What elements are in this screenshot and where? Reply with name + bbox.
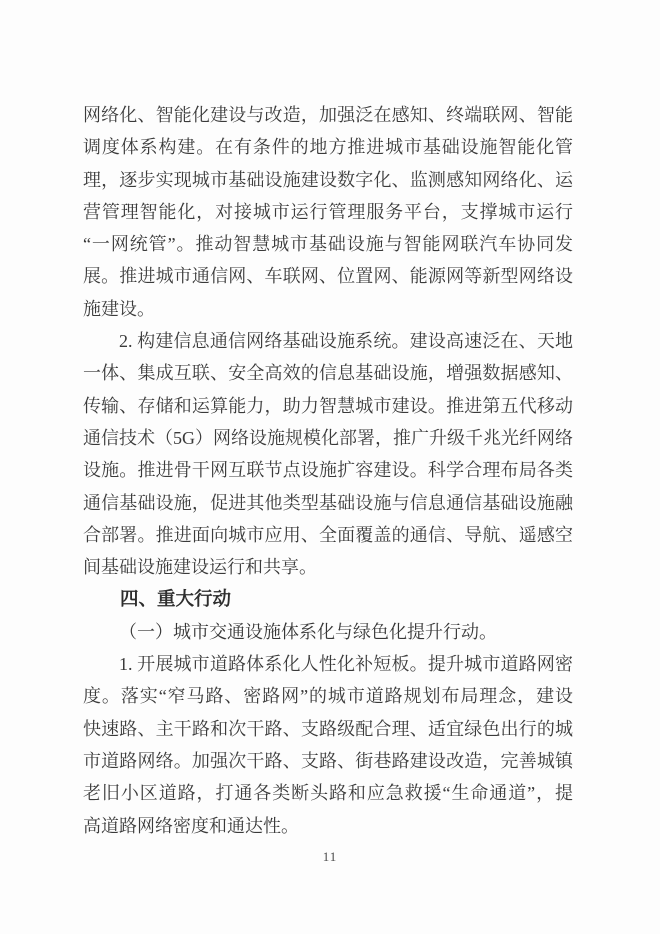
- sub-heading: （一）城市交通设施体系化与绿色化提升行动。: [119, 621, 497, 642]
- text-line: 1. 开展城市道路体系化人性化补短板。提升城市道路网密: [119, 654, 573, 675]
- text-line: 老旧小区道路，打通各类断头路和应急救援“生命通道”，提: [83, 783, 573, 804]
- text-line: 传输、存储和运算能力，助力智慧城市建设。推进第五代移动: [83, 395, 573, 416]
- text-block: [83, 99, 573, 842]
- text-line: 2. 构建信息通信网络基础设施系统。建设高速泛在、天地: [119, 331, 573, 352]
- page-number: 11: [322, 849, 338, 864]
- text-line: 间基础设施建设运行和共享。: [83, 557, 317, 578]
- text-line: 快速路、主干路和次干路、支路级配合理、适宜绿色出行的城: [83, 718, 573, 739]
- text-line: 展。推进城市通信网、车联网、位置网、能源网等新型网络设: [83, 266, 573, 287]
- text-line: 合部署。推进面向城市应用、全面覆盖的通信、导航、遥感空: [83, 524, 573, 545]
- text-line: 市道路网络。加强次干路、支路、街巷路建设改造，完善城镇: [83, 750, 573, 771]
- text-line: 度。落实“窄马路、密路网”的城市道路规划布局理念，建设: [83, 686, 573, 707]
- section-heading: 四、重大行动: [120, 588, 232, 610]
- text-line: 网络化、智能化建设与改造，加强泛在感知、终端联网、智能: [83, 105, 573, 125]
- text-line: “一网统管”。推动智慧城市基础设施与智能网联汽车协同发: [83, 234, 573, 255]
- text-line: 理，逐步实现城市基础设施建设数字化、监测感知网络化、运: [83, 169, 573, 190]
- text-line: 施建设。: [83, 298, 155, 319]
- text-line: 设施。推进骨干网互联节点设施扩容建设。科学合理布局各类: [83, 460, 573, 481]
- text-line: 调度体系构建。在有条件的地方推进城市基础设施智能化管: [83, 137, 573, 158]
- text-line: 高道路网络密度和通达性。: [83, 815, 299, 836]
- text-line: 营管理智能化，对接城市运行管理服务平台，支撑城市运行: [83, 201, 573, 222]
- text-line: 通信基础设施，促进其他类型基础设施与信息通信基础设施融: [83, 492, 573, 513]
- text-line: 一体、集成互联、安全高效的信息基础设施，增强数据感知、: [83, 363, 573, 384]
- text-line: 通信技术（5G）网络设施规模化部署，推广升级千兆光纤网络: [83, 427, 573, 448]
